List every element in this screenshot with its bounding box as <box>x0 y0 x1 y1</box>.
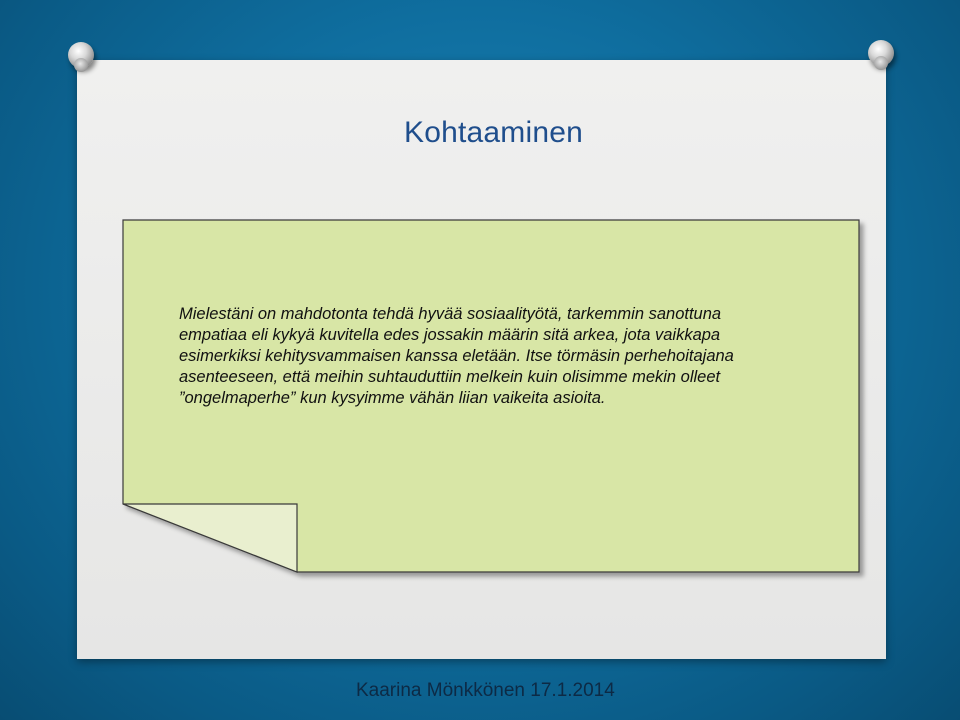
sticky-note <box>123 220 859 576</box>
slide-title[interactable]: Kohtaaminen <box>404 116 583 149</box>
slide-footer: Kaarina Mönkkönen 17.1.2014 <box>356 680 615 701</box>
note-curled-corner <box>123 504 297 572</box>
note-line: asenteeseen, että meihin suhtauduttiin melkein kuin olisimme mekin olleet <box>179 368 721 386</box>
note-line: ”ongelmaperhe” kun kysyimme vähän liian vaikeita asioita. <box>179 389 606 407</box>
note-line: Mielestäni on mahdotonta tehdä hyvää sosiaalityötä, tarkemmin sanottuna <box>179 305 722 323</box>
note-line: empatiaa eli kykyä kuvitella edes jossakin määrin sitä arkea, jota vaikkapa <box>179 326 721 344</box>
pushpin-icon <box>868 40 894 66</box>
note-line: esimerkiksi kehitysvammaisen kanssa eletään. Itse törmäsin perhehoitajana <box>179 347 734 365</box>
note-body-text[interactable] <box>179 304 819 409</box>
pushpin-icon <box>68 42 94 68</box>
